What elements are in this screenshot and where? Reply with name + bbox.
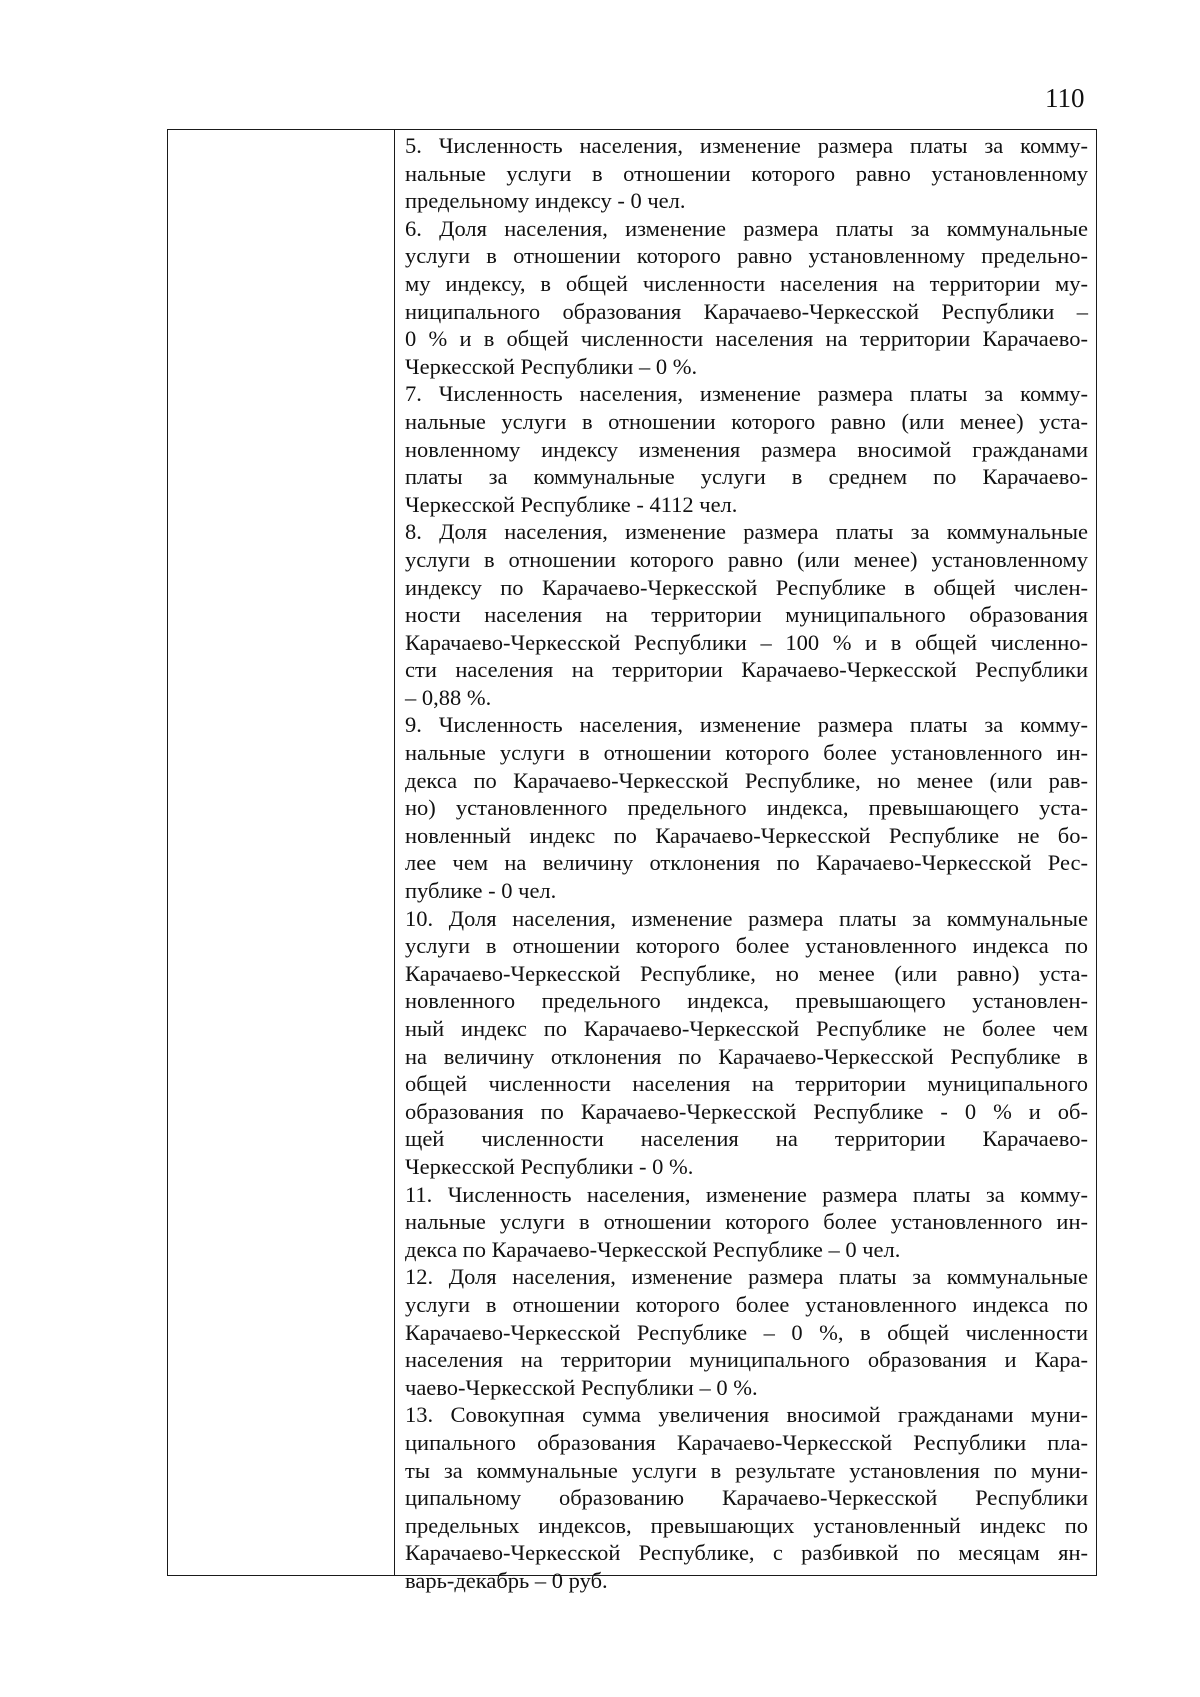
- text-line: му индексу, в общей численности населения на территории му-: [405, 270, 1088, 296]
- text-line: новленному индексу изменения размера вносимой гражданами: [405, 436, 1088, 462]
- page-number: 110: [1045, 83, 1085, 113]
- text-line: общей численности населения на территории муниципального: [405, 1071, 1088, 1097]
- text-line: Черкесской Республики - 0 %.: [405, 1153, 694, 1179]
- text-line: ный индекс по Карачаево-Черкесской Республике не более чем: [405, 1016, 1088, 1041]
- text-line: 12. Доля населения, изменение размера платы за коммунальные: [405, 1264, 1088, 1290]
- text-line: ниципального образования Карачаево-Черкесской Республики –: [405, 298, 1088, 324]
- text-line: Черкесской Республике - 4112 чел.: [405, 491, 738, 517]
- text-line: ципальному образованию Карачаево-Черкесской Республики: [405, 1485, 1088, 1511]
- text-line: предельному индексу - 0 чел.: [405, 188, 686, 214]
- list-item: [405, 518, 1088, 711]
- text-line: 9. Численность населения, изменение размера платы за комму-: [405, 712, 1088, 738]
- text-line: 7. Численность населения, изменение размера платы за комму-: [405, 381, 1088, 407]
- text-line: ципального образования Карачаево-Черкесской Республики пла-: [405, 1429, 1088, 1455]
- list-item: [405, 711, 1088, 904]
- text-line: услуги в отношении которого равно (или менее) установленному: [405, 546, 1088, 572]
- list-item: [405, 215, 1088, 381]
- text-line: нальные услуги в отношении которого равно установленному: [405, 160, 1088, 186]
- text-line: индексу по Карачаево-Черкесской Республике в общей числен-: [405, 574, 1088, 600]
- list-item: [405, 380, 1088, 518]
- text-line: новленного предельного индекса, превышающего установлен-: [405, 988, 1088, 1014]
- table-right-column: [405, 132, 1088, 1594]
- text-line: услуги в отношении которого более установленного индекса по: [405, 1291, 1088, 1317]
- text-line: варь-декабрь – 0 руб.: [405, 1567, 608, 1593]
- text-line: населения на территории муниципального образования и Кара-: [405, 1347, 1088, 1373]
- text-line: предельных индексов, превышающих установленный индекс по: [405, 1512, 1088, 1538]
- text-line: – 0,88 %.: [405, 684, 492, 710]
- text-line: но) установленного предельного индекса, превышающего уста-: [405, 795, 1088, 821]
- text-line: щей численности населения на территории Карачаево-: [405, 1126, 1088, 1152]
- text-line: 8. Доля населения, изменение размера платы за коммунальные: [405, 519, 1088, 545]
- list-item: [405, 905, 1088, 1181]
- text-line: 10. Доля населения, изменение размера платы за коммунальные: [405, 905, 1088, 931]
- text-line: услуги в отношении которого равно установленному предельно-: [405, 243, 1088, 269]
- text-line: 6. Доля населения, изменение размера платы за коммунальные: [405, 215, 1088, 241]
- text-line: Черкесской Республики – 0 %.: [405, 353, 698, 379]
- table-left-column: [168, 130, 395, 1575]
- text-line: 0 % и в общей численности населения на территории Карачаево-: [405, 326, 1088, 352]
- text-line: ности населения на территории муниципального образования: [405, 602, 1088, 628]
- list-item: [405, 1263, 1088, 1401]
- text-line: Карачаево-Черкесской Республики – 100 % и в общей численно-: [405, 629, 1088, 655]
- text-line: 5. Численность населения, изменение размера платы за комму-: [405, 133, 1088, 158]
- list-item: [405, 132, 1088, 215]
- text-line: чаево-Черкесской Республики – 0 %.: [405, 1374, 758, 1400]
- text-line: Карачаево-Черкесской Республике, но менее (или равно) уста-: [405, 960, 1088, 986]
- text-line: нальные услуги в отношении которого более установленного ин-: [405, 740, 1088, 766]
- text-line: нальные услуги в отношении которого равно (или менее) уста-: [405, 408, 1088, 434]
- text-line: услуги в отношении которого более установленного индекса по: [405, 933, 1088, 959]
- text-line: образования по Карачаево-Черкесской Республике - 0 % и об-: [405, 1098, 1088, 1124]
- document-table: [167, 129, 1097, 1593]
- text-line: новленный индекс по Карачаево-Черкесской Республике не бо-: [405, 822, 1088, 848]
- list-item: [405, 1181, 1088, 1264]
- text-line: декса по Карачаево-Черкесской Республике, но менее (или рав-: [405, 767, 1088, 793]
- text-line: публике - 0 чел.: [405, 878, 557, 904]
- text-line: Карачаево-Черкесской Республике – 0 %, в общей численности: [405, 1319, 1088, 1345]
- text-line: платы за коммунальные услуги в среднем по Карачаево-: [405, 464, 1088, 490]
- text-line: сти населения на территории Карачаево-Черкесской Республики: [405, 657, 1088, 683]
- text-line: лее чем на величину отклонения по Карачаево-Черкесской Рес-: [405, 850, 1088, 876]
- text-line: на величину отклонения по Карачаево-Черкесской Республике в: [405, 1043, 1088, 1069]
- text-line: нальные услуги в отношении которого более установленного ин-: [405, 1209, 1088, 1235]
- text-line: 13. Совокупная сумма увеличения вносимой гражданами муни-: [405, 1402, 1088, 1428]
- text-line: Карачаево-Черкесской Республике, с разбивкой по месяцам ян-: [405, 1540, 1088, 1566]
- text-line: декса по Карачаево-Черкесской Республике – 0 чел.: [405, 1236, 901, 1262]
- text-line: 11. Численность населения, изменение размера платы за комму-: [405, 1181, 1088, 1207]
- list-item: [405, 1401, 1088, 1594]
- text-line: ты за коммунальные услуги в результате установления по муни-: [405, 1457, 1088, 1483]
